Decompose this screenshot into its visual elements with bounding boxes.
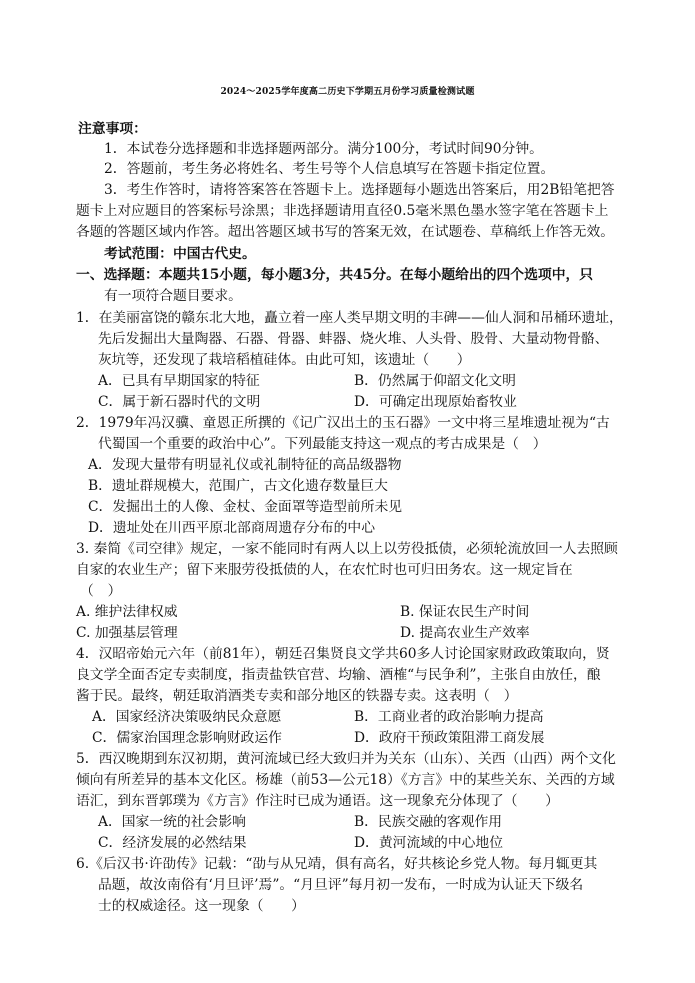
question-6-stem: 品题，故汝南俗有‘月旦评’焉”。“月旦评”每月初一发布，一时成为认证天下级名 <box>98 877 584 893</box>
question-3-option-a[interactable]: A. 维护法律权威 <box>76 604 178 620</box>
notice-item: 题卡上对应题目的答案标号涂黑；非选择题请用直径0.5毫米黑色墨水签字笔在答题卡上 <box>76 203 609 219</box>
section-heading-cont: 有一项符合题目要求。 <box>104 288 242 304</box>
question-5-option-d[interactable]: D．黄河流域的中心地位 <box>354 835 504 851</box>
question-5-option-a[interactable]: A．国家一统的社会影响 <box>98 814 246 830</box>
question-2-stem: 代蜀国一个重要的政治中心”。下列最能支持这一观点的考古成果是（ ） <box>98 436 547 452</box>
question-4-option-c[interactable]: C．儒家治国理念影响财政运作 <box>92 730 282 746</box>
question-5-option-c[interactable]: C．经济发展的必然结果 <box>98 835 247 851</box>
question-1-stem: 灰坑等，还发现了栽培稻植硅体。由此可知，该遗址（ ） <box>98 352 471 368</box>
question-4-stem: 良文学全面否定专卖制度，指责盐铁官营、均输、酒榷“与民争利”，主张自由放任，酿 <box>76 667 601 683</box>
question-5-stem: 5．西汉晚期到东汉初期，黄河流域已经大致归并为关东（山东）、关西（山西）两个文化 <box>76 751 616 767</box>
question-6-stem: 士的权威途径。这一现象（ ） <box>98 898 305 914</box>
question-1-option-a[interactable]: A．已具有早期国家的特征 <box>98 373 260 389</box>
question-3-stem: 自家的农业生产；留下来服劳役抵债的人，在农忙时也可归田务农。这一规定旨在 <box>76 562 573 578</box>
question-1-stem: 1．在美丽富饶的赣东北大地，矗立着一座人类早期文明的丰碑——仙人洞和吊桶环遗址， <box>76 310 623 326</box>
question-1-option-d[interactable]: D．可确定出现原始畜牧业 <box>354 394 517 410</box>
question-5-option-b[interactable]: B．民族交融的客观作用 <box>354 814 503 830</box>
question-4-stem: 4．汉昭帝始元六年（前81年），朝廷召集贤良文学共60多人讨论国家财政政策取向，贤 <box>76 646 610 662</box>
question-2-option-b[interactable]: B．遗址群规模大，范围广，古文化遗存数量巨大 <box>88 478 388 494</box>
question-3-option-b[interactable]: B. 保证农民生产时间 <box>400 604 530 620</box>
question-4-option-b[interactable]: B．工商业者的政治影响力提高 <box>354 709 544 725</box>
question-1-stem: 先后发掘出大量陶器、石器、骨器、蚌器、烧火堆、人头骨、股骨、大量动物骨骼、 <box>98 331 609 347</box>
notice-item: 1．本试卷分选择题和非选择题两部分。满分100分，考试时间90分钟。 <box>104 141 543 157</box>
question-3-option-c[interactable]: C. 加强基层管理 <box>76 625 178 641</box>
question-4-option-a[interactable]: A．国家经济决策吸纳民众意愿 <box>92 709 282 725</box>
notice-heading: 注意事项： <box>78 121 147 137</box>
question-1-option-b[interactable]: B．仍然属于仰韶文化文明 <box>354 373 516 389</box>
question-2-stem: 2．1979年冯汉骥、童恩正所撰的《记广汉出土的玉石器》一文中将三星堆遗址视为“古 <box>76 415 610 431</box>
section-heading: 一、选择题：本题共15小题，每小题3分，共45分。在每小题给出的四个选项中，只 <box>76 267 594 283</box>
question-6-stem: 6.《后汉书·许劭传》记载：“劭与从兄靖，俱有高名，好共核论乡党人物。每月辄更其 <box>76 856 598 872</box>
question-5-stem: 语汇，到东晋郭璞为《方言》作注时已成为通语。这一现象充分体现了（ ） <box>76 793 559 809</box>
page-title: 2024～2025学年度高二历史下学期五月份学习质量检测试题 <box>220 87 475 97</box>
question-3-stem: （ ） <box>80 583 122 599</box>
question-4-option-d[interactable]: D．政府干预政策阻滞工商发展 <box>354 730 545 746</box>
notice-item: 2．答题前，考生务必将姓名、考生号等个人信息填写在答题卡指定位置。 <box>104 161 555 177</box>
notice-item: 3．考生作答时，请将答案答在答题卡上。选择题每小题选出答案后，用2B铅笔把答 <box>104 182 615 198</box>
notice-item: 各题的答题区域内作答。超出答题区域书写的答案无效，在试题卷、草稿纸上作答无效。 <box>76 224 615 240</box>
question-3-stem: 3. 秦简《司空律》规定，一家不能同时有两人以上以劳役抵债，必须轮流放回一人去照顾 <box>76 541 618 557</box>
exam-scope: 考试范围：中国古代史。 <box>104 246 256 262</box>
question-5-stem: 倾向有所差异的基本文化区。杨雄（前53—公元18）《方言》中的某些关东、关西的方域 <box>76 772 615 788</box>
question-2-option-c[interactable]: C．发掘出土的人像、金杖、金面罩等造型前所未见 <box>88 499 403 515</box>
question-1-option-c[interactable]: C．属于新石器时代的文明 <box>98 394 261 410</box>
question-3-option-d[interactable]: D. 提高农业生产效率 <box>400 625 530 641</box>
question-2-option-d[interactable]: D．遗址处在川西平原北部商周遗存分布的中心 <box>88 520 375 536</box>
question-2-option-a[interactable]: A．发现大量带有明显礼仪或礼制特征的高品级器物 <box>88 457 402 473</box>
question-4-stem: 酱于民。最终，朝廷取消酒类专卖和部分地区的铁器专卖。这表明（ ） <box>76 688 518 704</box>
